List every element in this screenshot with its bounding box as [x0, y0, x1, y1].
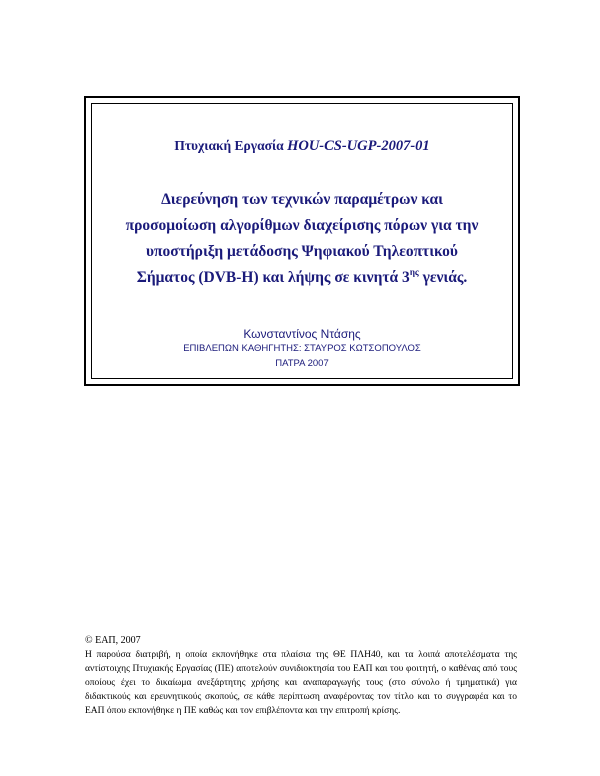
cover-frame	[84, 96, 520, 386]
place-year: ΠΑΤΡΑ 2007	[275, 358, 329, 369]
thesis-code: HOU-CS-UGP-2007-01	[287, 138, 430, 154]
thesis-label: Πτυχιακή Εργασία	[174, 138, 284, 153]
thesis-title	[112, 187, 492, 291]
title-line-4	[112, 265, 492, 291]
title-line-3: υποστήριξη μετάδοσης Ψηφιακού Τηλεοπτικού	[146, 243, 458, 260]
thesis-identifier	[92, 138, 512, 155]
copyright-line: © ΕΑΠ, 2007	[85, 635, 141, 646]
title-line-2: προσομοίωση αλγορίθμων διαχείρισης πόρων για την	[125, 217, 479, 234]
title-line-4-text: Σήματος (DVB-H) και λήψης σε κινητά 3	[136, 269, 410, 286]
supervisor-line: ΕΠΙΒΛΕΠΩΝ ΚΑΘΗΓΗΤΗΣ: ΣΤΑΥΡΟΣ ΚΩΤΣΟΠΟΥΛΟΣ	[183, 343, 421, 354]
author-name: Κωνσταντίνος Ντάσης	[243, 327, 361, 341]
title-line-4-end: γενιάς.	[418, 269, 468, 286]
copyright-notice: Η παρούσα διατριβή, η οποία εκπονήθηκε στα πλαίσια της ΘΕ ΠΛΗ40, και τα λοιπά αποτελέσματα της αντίστοιχης Πτυχιακής Εργασίας (ΠΕ) αποτελούν συνιδιοκτησία του ΕΑΠ και του φοιτητή, ο καθένας από τους οποίους έχει το δικαίωμα ανεξάρτητης χρήσης και αναπαραγωγής τους (στο σύνολο ή τμηματικά) για διδακτικούς και ερευνητικούς σκοπούς, σε κάθε περίπτωση αναφέροντας τον τίτλο και το συγγραφέα και το ΕΑΠ όπου εκπονήθηκε η ΠΕ καθώς και τον επιβλέποντα και την επιτροπή κρίσης.	[85, 650, 517, 716]
cover-inner-frame	[91, 103, 513, 379]
title-line-1: Διερεύνηση των τεχνικών παραμέτρων και	[161, 191, 443, 208]
title-superscript: ης	[409, 267, 419, 277]
